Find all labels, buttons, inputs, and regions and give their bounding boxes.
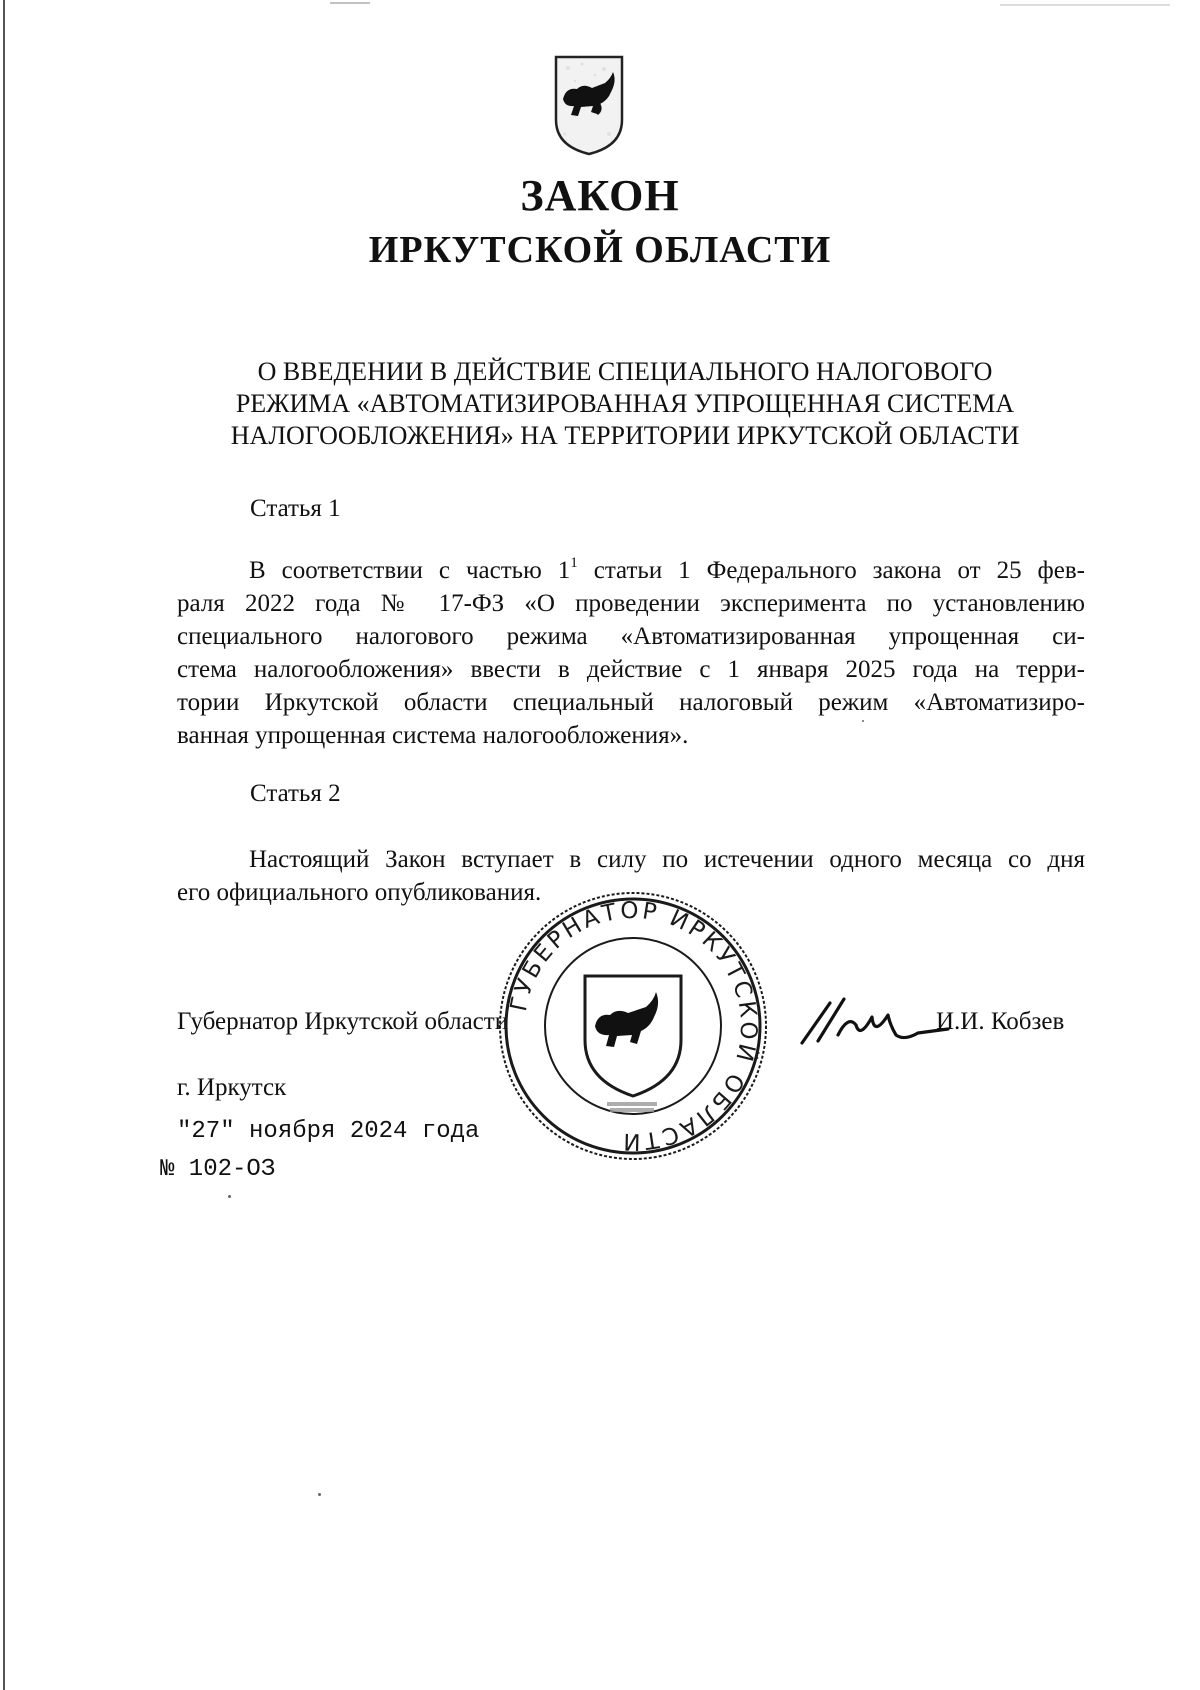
scan-mark bbox=[1000, 4, 1170, 6]
signing-date: "27" ноября 2024 года bbox=[177, 1118, 480, 1145]
official-seal-icon bbox=[497, 890, 769, 1162]
scan-speck bbox=[228, 1195, 231, 1198]
subject-line: РЕЖИМА «АВТОМАТИЗИРОВАННАЯ УПРОЩЕННАЯ СИСТЕМА bbox=[235, 389, 1015, 418]
article-1-line: раля 2022 года № 17-ФЗ «О проведении эксперимента по установлению bbox=[177, 590, 1085, 617]
article-1-line: специального налогового режима «Автоматизированная упрощенная си- bbox=[177, 623, 1085, 650]
svg-text:ГУБЕРНАТОР ИРКУТСКОЙ ОБЛАСТИ: ГУБЕРНАТОР ИРКУТСКОЙ ОБЛАСТИ bbox=[505, 897, 762, 1155]
scan-mark bbox=[330, 2, 370, 4]
signer-name: И.И. Кобзев bbox=[936, 1008, 1065, 1035]
document-title: ЗАКОН bbox=[520, 171, 680, 220]
article-1-line: ванная упрощенная система налогообложения». bbox=[177, 722, 689, 749]
article-2-heading: Статья 2 bbox=[250, 780, 341, 807]
document-region: ИРКУТСКОЙ ОБЛАСТИ bbox=[368, 229, 832, 271]
superscript: 1 bbox=[570, 555, 578, 571]
law-number: № 102-ОЗ bbox=[160, 1156, 276, 1183]
subject-line: О ВВЕДЕНИИ В ДЕЙСТВИЕ СПЕЦИАЛЬНОГО НАЛОГОВОГО bbox=[257, 357, 993, 386]
article-1-heading: Статья 1 bbox=[250, 495, 341, 522]
scan-speck bbox=[318, 1493, 321, 1496]
coat-of-arms-icon bbox=[553, 54, 625, 156]
article-1-line: В соответствии с частью $1^1$ статьи 1 Федерального закона от 25 фев- bbox=[249, 555, 1085, 584]
article-1-line: стема налогообложения» ввести в действие с 1 января 2025 года на терри- bbox=[177, 656, 1085, 683]
scan-speck bbox=[862, 720, 864, 722]
place-of-signing: г. Иркутск bbox=[177, 1074, 287, 1101]
article-1-text bbox=[177, 554, 1085, 752]
subject-line: НАЛОГООБЛОЖЕНИЯ» НА ТЕРРИТОРИИ ИРКУТСКОЙ ОБЛАСТИ bbox=[230, 421, 1020, 450]
law-subject bbox=[160, 356, 1090, 452]
signer-position: Губернатор Иркутской области bbox=[177, 1008, 509, 1035]
article-2-line: его официального опубликования. bbox=[177, 879, 542, 906]
handwritten-signature bbox=[800, 985, 950, 1055]
article-2-line: Настоящий Закон вступает в силу по истечении одного месяца со дня bbox=[249, 846, 1085, 873]
article-1-line: тории Иркутской области специальный налоговый режим «Автоматизиро- bbox=[177, 689, 1085, 716]
